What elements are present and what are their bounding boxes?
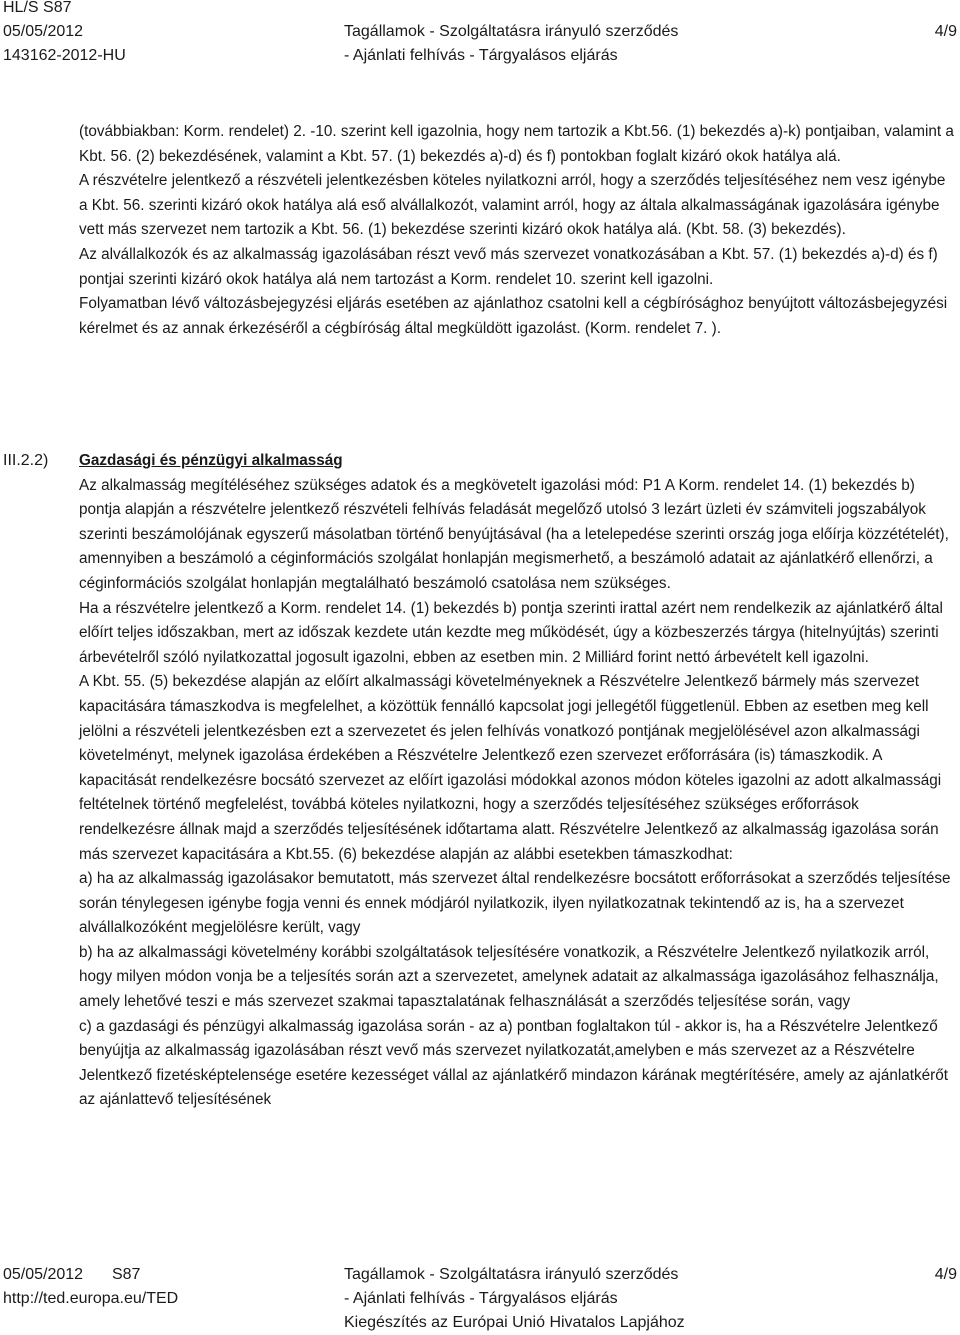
section-body — [79, 449, 957, 1113]
header-notice-id: 143162-2012-HU — [3, 47, 126, 64]
paragraph: c) a gazdasági és pénzügyi alkalmasság igazolása során - az a) pontban foglaltakon túl - akkor is, ha a Részvételre Jelentkező benyújtja az alkalmasság igazolásában részt vevő más szervezet nyilatkozatát,amelyben e más szervezet az a Részvételre Jelentkező fizetésképtelensége esetére kezességet vállal az ajánlatkérő mindazon kárának megtérítésére, amely az ajánlatkérőt az ajánlattevő teljesítésének — [79, 1017, 949, 1109]
section-heading: Gazdasági és pénzügyi alkalmasság — [79, 452, 343, 469]
paragraph: Ha a részvételre jelentkező a Korm. rendelet 14. (1) bekezdés b) pontja szerinti irattal azért nem rendelkezik az ajánlatkérő által előírt teljes időszakban, mert az időszak kezdete után kezdte meg működését, úgy a közbeszerzés tárgya (hitelnyújtás) szerinti árbevételről szóló nyilatkozattal jogosult igazolni, ebben az esetben min. 2 Milliárd forint nettó árbevételt kell igazolni. — [79, 599, 943, 666]
paragraph: a) ha az alkalmasság igazolásakor bemutatott, más szervezet által rendelkezésre bocsátott erőforrásokat a szerződés teljesítése során ténylegesen igénybe fogja venni és ennek módjáról nyilatkozik, ilyen nyilatkozatnak tekintendő az is, ha a szervezet alvállalkozóként megjelölésre került, vagy — [79, 870, 951, 937]
body-intro — [79, 120, 957, 341]
footer-date — [3, 1263, 140, 1287]
paragraph: Az alvállalkozók és az alkalmasság igazolásában részt vevő más szervezet vonatkozásában a Kbt. 57. (1) bekezdés a)-d) és f) pontjai szerinti kizáró okok hatálya alá nem tartozást a Korm. rendelet 10. szerint kell igazolni. — [79, 245, 938, 288]
header-page-number: 4/9 — [934, 23, 957, 40]
paragraph: Az alkalmasság megítéléséhez szükséges adatok és a megkövetelt igazolási mód: P1 A Korm. rendelet 14. (1) bekezdés b) pontja alapján a részvételre jelentkező részvételi felhívás feladását megelőző utolsó 3 lezárt üzleti év számviteli jogszabályok szerinti beszámolójának egyszerű másolatban történő benyújtásával (ha a letelepedése szerinti ország joga előírja közzétételét), amennyiben a beszámoló a céginformációs szolgálat honlapján megismerhető, a beszámoló adatait az ajánlatkérő ellenőrzi, a céginformációs szolgálat honlapján megtalálható beszámoló csatolása nem szükséges. — [79, 476, 949, 592]
section-number: III.2.2) — [3, 452, 49, 469]
header-title-line1: Tagállamok - Szolgáltatásra irányuló szerződés — [344, 23, 679, 40]
footer-url[interactable]: http://ted.europa.eu/TED — [3, 1290, 179, 1307]
footer-series: S87 — [111, 1266, 141, 1283]
footer-page-number: 4/9 — [934, 1266, 957, 1283]
footer-title-line3: Kiegészítés az Európai Unió Hivatalos Lapjához — [344, 1314, 685, 1331]
paragraph: A Kbt. 55. (5) bekezdése alapján az előírt alkalmassági követelményeknek a Részvételre Jelentkező bármely más szervezet kapacitására támaszkodva is megfelelhet, a közöttük fennálló kapcsolat jogi jellegétől függetlenül. Ebben az esetben meg kell jelölni a részvételi jelentkezésben ezt a szervezetet és jelen felhívás vonatkozó pontjának megjelölésével azon alkalmassági követelményt, melynek igazolása érdekében a Részvételre Jelentkező ezen szervezet erőforrására (is) támaszkodik. A kapacitását rendelkezésre bocsátó szervezet az előírt igazolási módokkal azonos módon köteles igazolni az adott alkalmassági feltételnek történő megfelelést, továbbá köteles nyilatkozni, hogy a szerződés teljesítéséhez szükséges erőforrások rendelkezésre állnak majd a szerződés teljesítésének időtartama alatt. Részvételre Jelentkező az alkalmasság igazolása során más szervezet kapacitására a Kbt.55. (6) bekezdése alapján az alábbi esetekben támaszkodhat: — [79, 673, 942, 863]
footer-title-line1: Tagállamok - Szolgáltatásra irányuló szerződés — [344, 1266, 679, 1283]
paragraph: A részvételre jelentkező a részvételi jelentkezésben köteles nyilatkozni arról, hogy a szerződés teljesítéséhez nem vesz igénybe a Kbt. 56. szerinti kizáró okok hatálya alá eső alvállalkozót, valamint arról, hogy az általa alkalmasságának igazolására igénybe vett más szervezet nem tartozik a Kbt. 56. (1) bekezdése szerinti kizáró okok hatálya alá. (Kbt. 58. (3) bekezdés). — [79, 172, 946, 239]
header-date: 05/05/2012 — [3, 23, 84, 40]
paragraph: Folyamatban lévő változásbejegyzési eljárás esetében az ajánlathoz csatolni kell a cégbírósághoz benyújtott változásbejegyzési kérelmet és az annak érkezéséről a cégbíróság által megküldött igazolást. (Korm. rendelet 7. ). — [79, 295, 948, 337]
header-title-line2: - Ajánlati felhívás - Tárgyalásos eljárás — [344, 47, 618, 64]
footer-title-line2: - Ajánlati felhívás - Tárgyalásos eljárás — [344, 1290, 618, 1307]
paragraph: (továbbiakban: Korm. rendelet) 2. -10. szerint kell igazolnia, hogy nem tartozik a Kbt.56. (1) bekezdés a)-k) pontjaiban, valamint a Kbt. 56. (2) bekezdésének, valamint a Kbt. 57. (1) bekezdés a)-d) és f) pontokban foglalt kizáró okok hatálya alá. — [79, 123, 954, 165]
footer-date-text: 05/05/2012 — [3, 1266, 84, 1283]
paragraph: b) ha az alkalmassági követelmény korábbi szolgáltatások teljesítésére vonatkozik, a Részvételre Jelentkező nyilatkozik arról, hogy milyen módon vonja be a teljesítés során azt a szervezetet, amelynek adatait az alkalmassága igazolásához felhasználja, amely lehetővé teszi e más szervezet szakmai tapasztalatának felhasználását a szerződés teljesítése során, vagy — [79, 943, 939, 1011]
header-doc-code: HL/S S87 — [3, 0, 72, 16]
